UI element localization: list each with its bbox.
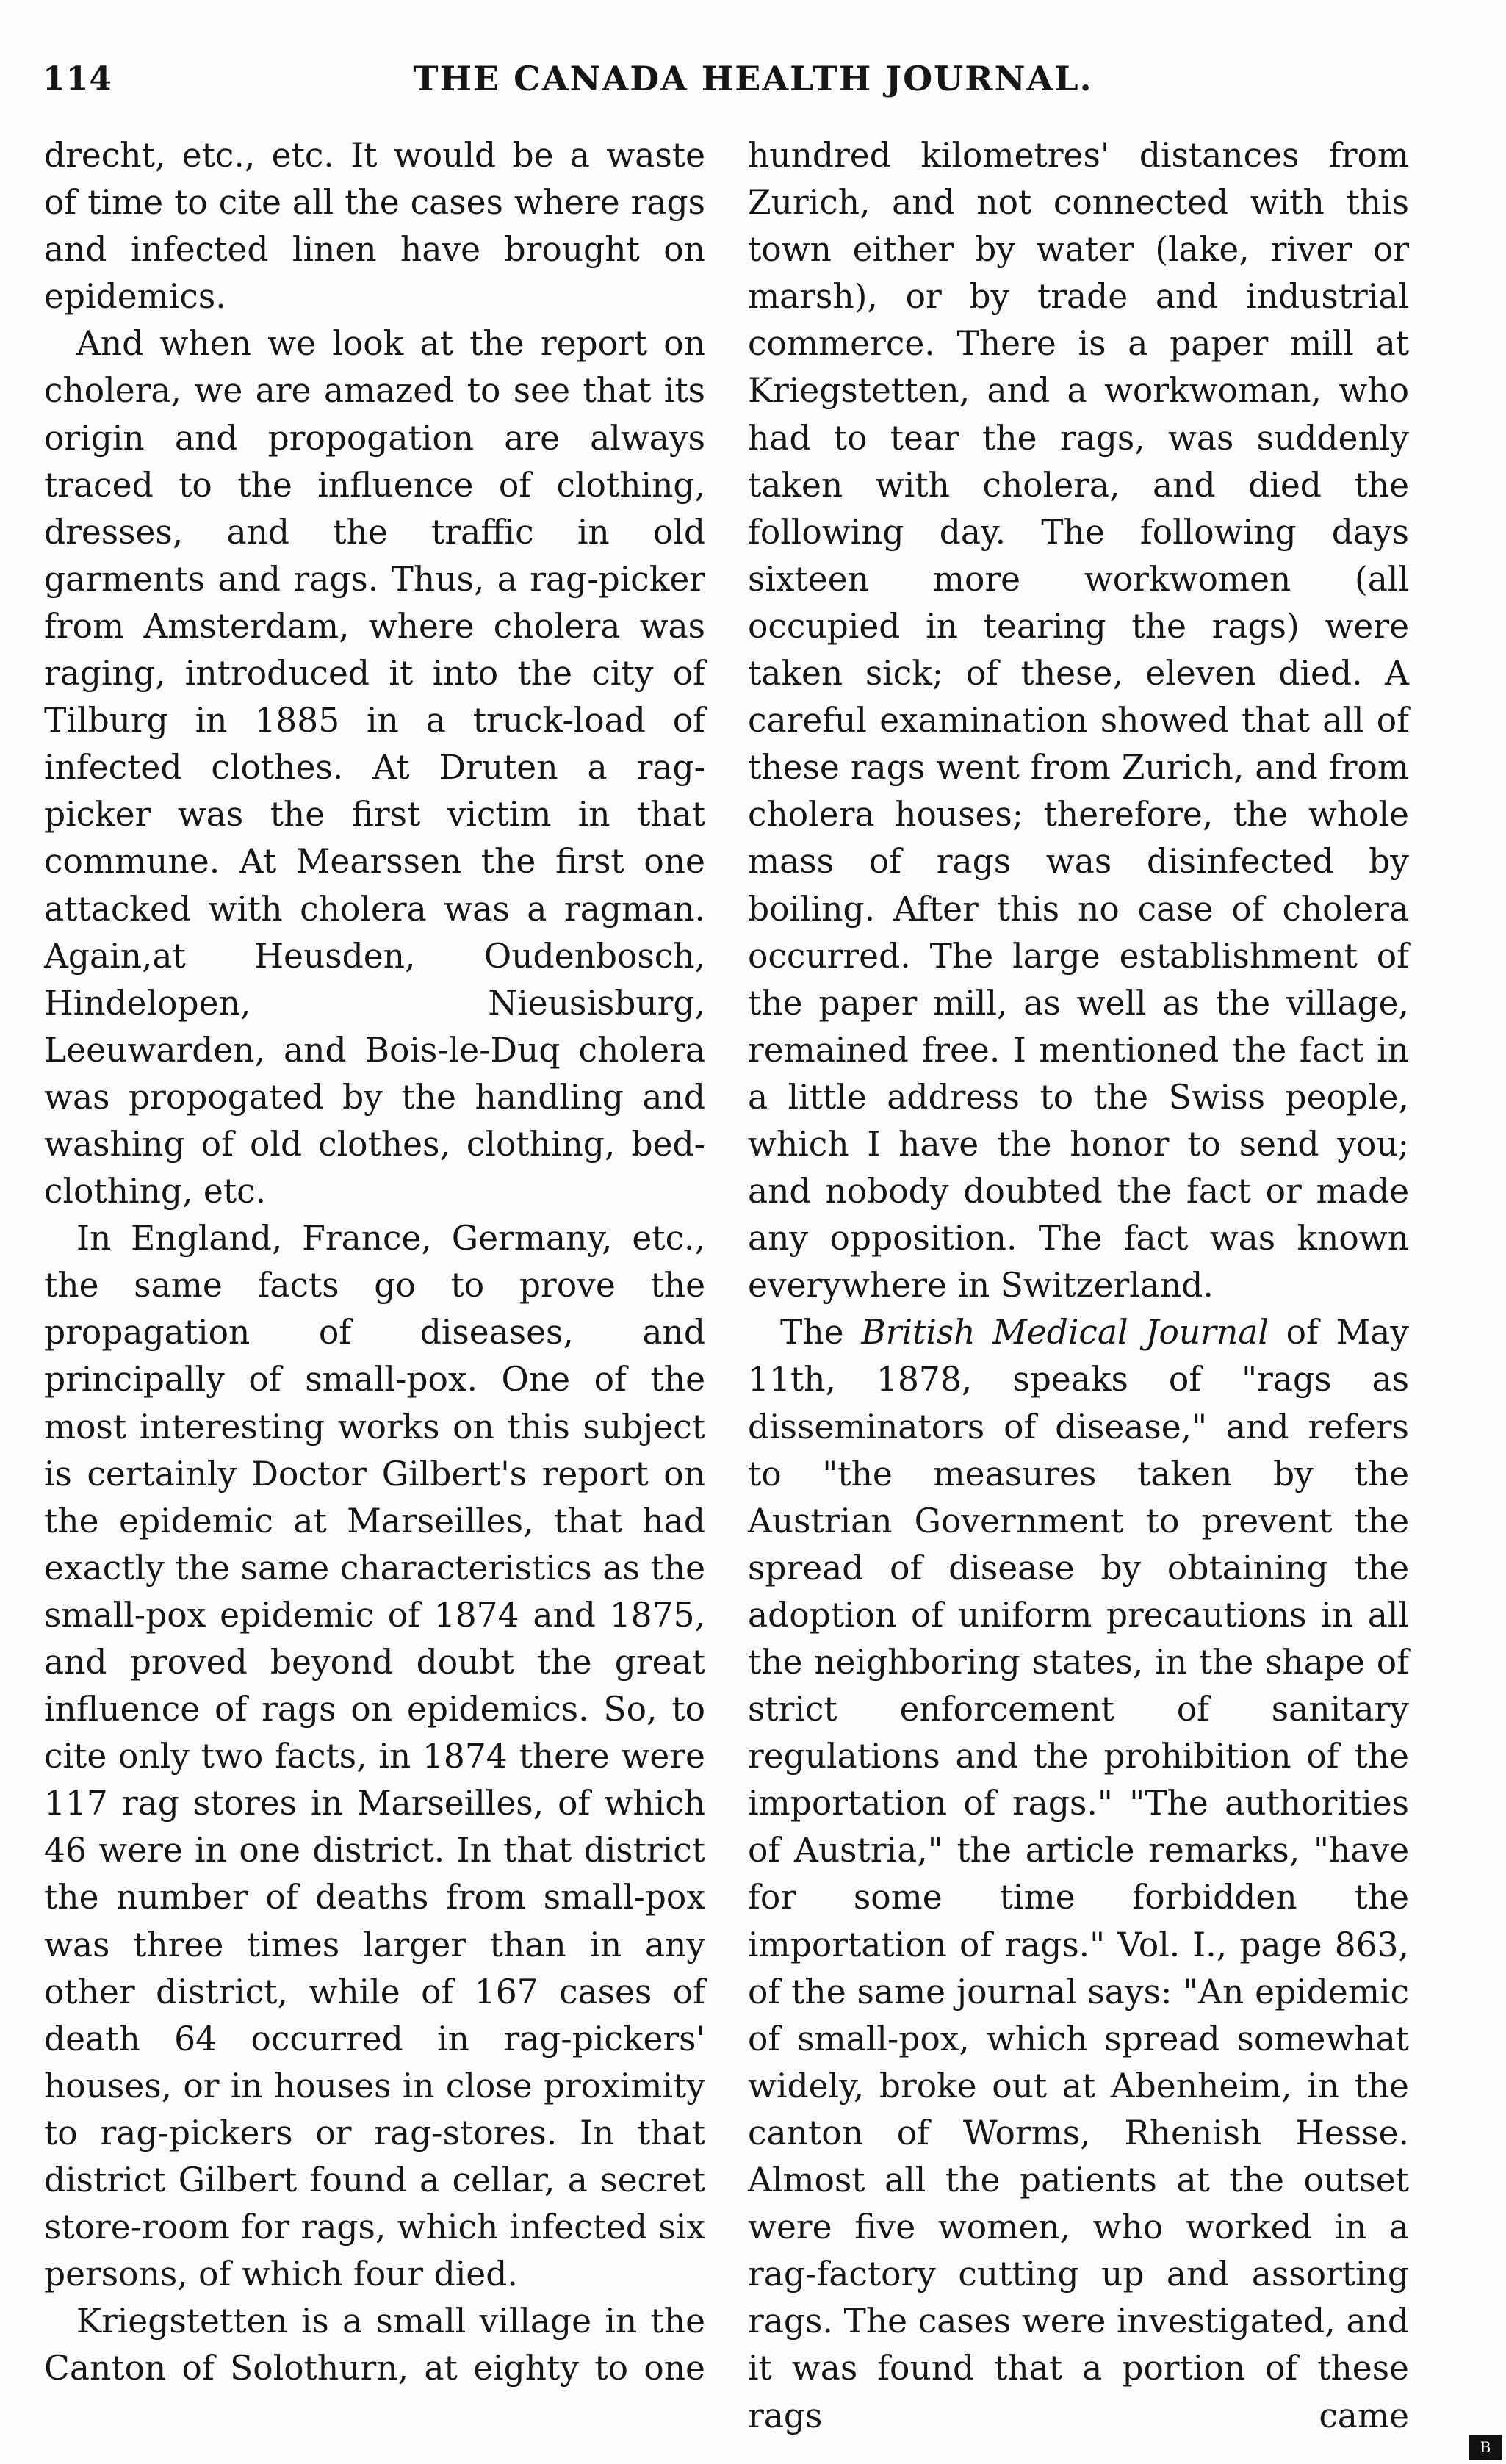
right-paragraph-1: hundred kilometres' distances from Zurich, and not connected with this town either by water (lake, river or marsh), or by trade and industrial commerce. There is a paper mill at Kriegstetten, and a workwoman, who had to tear the rags, was suddenly taken with cholera, and died the following day. The following days sixteen more workwomen (all occupied in tearing the rags) were taken sick; of these, eleven died. A careful examination showed that all of these rags went from Zurich, and from cholera houses; therefore, the whole mass of rags was disinfected by boiling. After this no case of cholera occurred. The large establishment of the paper mill, as well as the village, remained free. I mentioned the fact in a little address to the Swiss people, which I have the honor to send you; and nobody doubted the fact or made any opposition. The fact was known everywhere in Switzerland. <box>748 136 1409 1305</box>
paragraph-body: of May 11th, 1878, speaks of "rags as disseminators of disease," and refers to "the measures taken by the Austrian Government to prevent the spread of disease by obtaining the adoption of uniform precautions in all the neighboring states, in the shape of strict enforcement of sanitary regulations and the prohibition of the importation of rags." "The authorities of Austria," the article remarks, "have for some time forbidden the importation of rags." Vol. I., page 863, of the same journal says: "An epidemic of small-pox, which spread somewhat widely, broke out at Abenheim, in the canton of Worms, Rhenish Hesse. Almost all the patients at the outset were five women, who worked in a rag-factory cutting up and assorting rags. The cases were investigated, and it was found that a portion of these rags came <box>748 1313 1410 2435</box>
right-paragraph-2 <box>748 1309 1409 2439</box>
paragraph-intro: The <box>780 1313 844 1352</box>
corner-mark: B <box>1469 2435 1502 2460</box>
left-paragraph-3: In England, France, Germany, etc., the same facts go to prove the propagation of diseases, and principally of small-pox. One of the most interesting works on this subject is certainly Doctor Gilbert's report on the epidemic at Marseilles, that had exactly the same characteristics as the small-pox epidemic of 1874 and 1875, and proved beyond doubt the great influence of rags on epidemics. So, to cite only two facts, in 1874 there were 117 rag stores in Marseilles, of which 46 were in one district. In that district the number of deaths from small-pox was three times larger than in any other district, while of 167 cases of death 64 occurred in rag-pickers' houses, or in houses in close proximity to rag-pickers or rag-stores. In that district Gilbert found a cellar, a secret store-room for rags, which infected six persons, of which four died. <box>44 1219 705 2294</box>
journal-title: British Medical Journal <box>861 1313 1269 1352</box>
page-number: 114 <box>43 60 112 98</box>
left-paragraph-4: Kriegstetten is a small village in the Canton of Solothurn, at eighty to one <box>44 2302 705 2388</box>
running-title: THE CANADA HEALTH JOURNAL. <box>413 59 1093 98</box>
left-column <box>44 132 705 2393</box>
right-column <box>748 132 1409 2440</box>
left-paragraph-2: And when we look at the report on cholera, we are amazed to see that its origin and propogation are always traced to the influence of clothing, dresses, and the traffic in old garments and rags. Thus, a rag-picker from Amsterdam, where cholera was raging, introduced it into the city of Tilburg in 1885 in a truck-load of infected clothes. At Druten a rag-picker was the first victim in that commune. At Mearssen the first one attacked with cholera was a ragman. Again,at Heusden, Oudenbosch, Hindelopen, Nieusisburg, Leeuwarden, and Bois-le-Duq cholera was propogated by the handling and washing of old clothes, clothing, bed-clothing, etc. <box>44 324 705 1211</box>
left-paragraph-1: drecht, etc., etc. It would be a waste of time to cite all the cases where rags and infected linen have brought on epidemics. <box>44 136 705 317</box>
